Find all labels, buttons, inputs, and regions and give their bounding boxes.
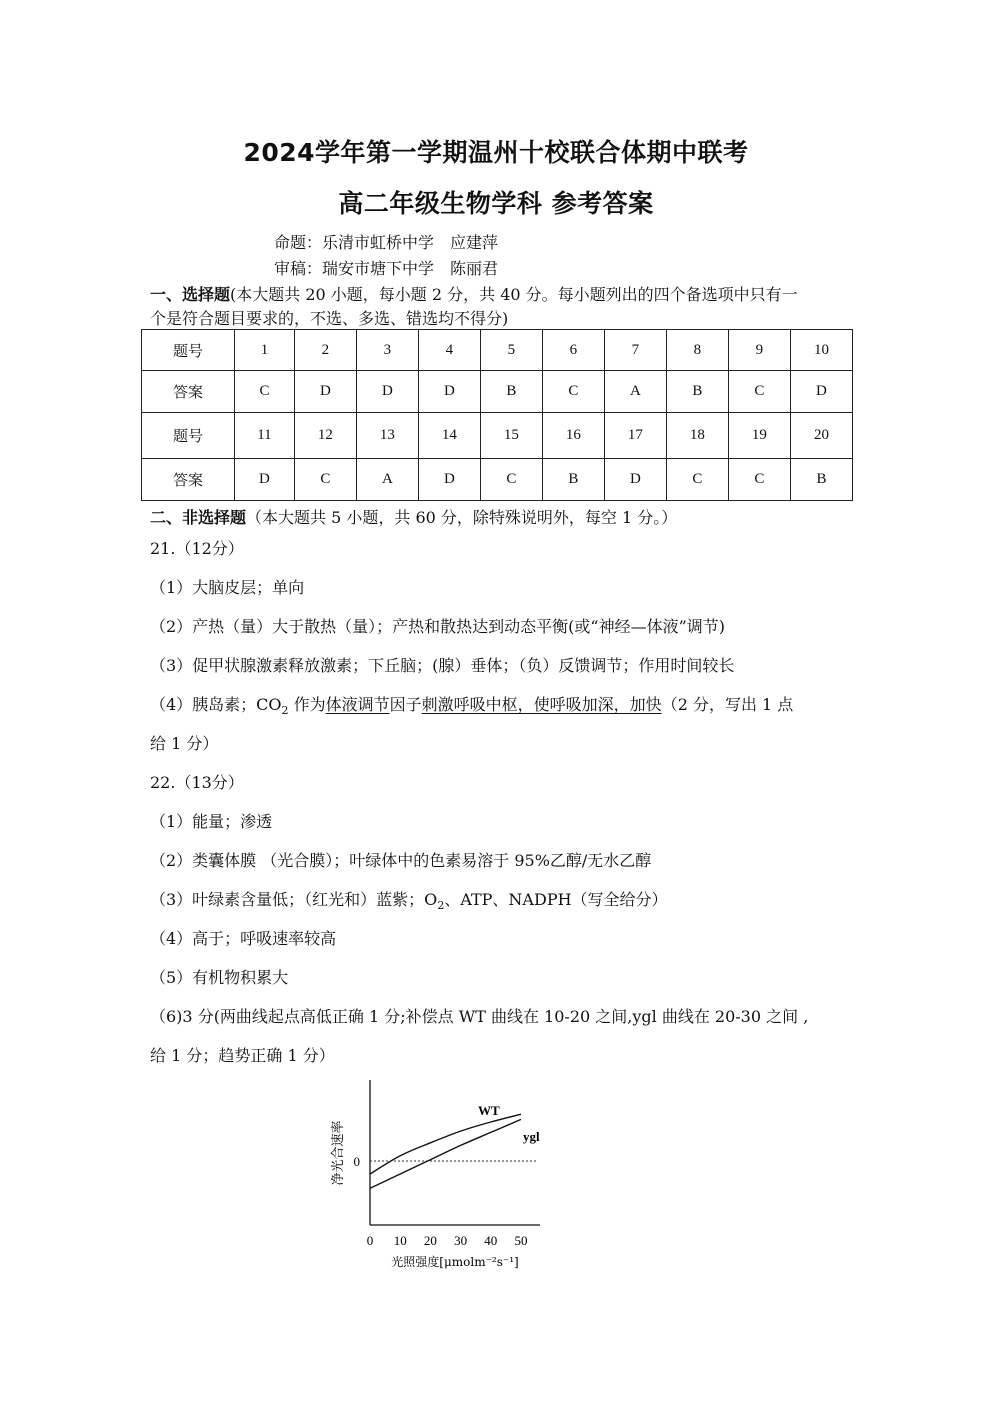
table-row xyxy=(142,371,853,413)
y-tick-label: 0 xyxy=(353,1154,360,1169)
q21-answer-4 xyxy=(150,692,793,717)
x-axis-label: 光照强度[μmolm⁻²s⁻¹] xyxy=(391,1255,519,1269)
row-label-answer: 答案 xyxy=(142,459,235,501)
answer-cell: A xyxy=(604,371,666,413)
answer-cell: C xyxy=(728,459,790,501)
q21-l4-underline-1: 体液调节 xyxy=(325,695,390,714)
q21-l4-part-d: （2 分，写出 1 点 xyxy=(661,695,794,714)
q21-head: 21.（12分） xyxy=(150,539,244,558)
section1-desc-1: (本大题共 20 小题，每小题 2 分，共 40 分。每小题列出的四个备选项中只有一 xyxy=(230,285,798,304)
x-tick-label: 10 xyxy=(393,1233,407,1248)
question-number: 12 xyxy=(294,413,356,459)
x-tick-label: 30 xyxy=(454,1233,468,1248)
section2-heading xyxy=(150,505,677,528)
table-row xyxy=(142,413,853,459)
table-row xyxy=(142,459,853,501)
question-number: 11 xyxy=(235,413,295,459)
q22-answer-2: （2）类囊体膜 （光合膜）；叶绿体中的色素易溶于 95%乙醇/无水乙醇 xyxy=(150,851,652,870)
q21-l4-part-b: 作为 xyxy=(288,695,326,714)
q21-l4-underline-2: 刺激呼吸中枢，使呼吸加深，加快 xyxy=(421,695,662,714)
q22-l3-sub: 2 xyxy=(437,899,445,913)
table-row xyxy=(142,330,853,371)
q22-answer-1: （1）能量；渗透 xyxy=(150,812,273,831)
answer-cell: C xyxy=(294,459,356,501)
q21-answer-4-cont: 给 1 分） xyxy=(150,734,219,753)
x-tick-label: 20 xyxy=(423,1233,437,1248)
q22-answer-3 xyxy=(150,887,668,912)
y-axis-label: 净光合速率 xyxy=(331,1120,346,1186)
question-number: 2 xyxy=(294,330,356,371)
question-number: 17 xyxy=(604,413,666,459)
q22-answer-4: （4）高于；呼吸速率较高 xyxy=(150,929,337,948)
legend-ygl: ygl xyxy=(523,1129,540,1144)
light-response-chart xyxy=(320,1075,580,1275)
answer-cell: B xyxy=(666,371,728,413)
answer-cell: D xyxy=(356,371,418,413)
x-tick-label: 0 xyxy=(366,1233,374,1248)
q21-answer-3: （3）促甲状腺激素释放激素；下丘脑；(腺）垂体；（负）反馈调节；作用时间较长 xyxy=(150,656,735,675)
section2-label: 二、非选择题 xyxy=(150,508,247,527)
question-number: 20 xyxy=(790,413,852,459)
row-label-question: 题号 xyxy=(142,413,235,459)
series-line-ygl xyxy=(370,1119,521,1188)
section2-desc: （本大题共 5 小题，共 60 分，除特殊说明外，每空 1 分。） xyxy=(246,508,678,527)
answer-table xyxy=(141,329,853,501)
q21-l4-sub: 2 xyxy=(281,704,289,718)
answer-cell: D xyxy=(294,371,356,413)
x-tick-label: 50 xyxy=(514,1233,528,1248)
question-number: 18 xyxy=(666,413,728,459)
answer-cell: D xyxy=(418,371,480,413)
answer-cell: B xyxy=(480,371,542,413)
x-tick-label: 40 xyxy=(484,1233,498,1248)
answer-cell: C xyxy=(480,459,542,501)
section1-label: 一、选择题 xyxy=(150,285,231,304)
row-label-answer: 答案 xyxy=(142,371,235,413)
question-number: 15 xyxy=(480,413,542,459)
question-number: 9 xyxy=(728,330,790,371)
doc-subtitle: 高二年级生物学科 参考答案 xyxy=(338,189,654,218)
question-number: 4 xyxy=(418,330,480,371)
q21-answer-2: （2）产热（量）大于散热（量）；产热和散热达到动态平衡(或“神经—体液”调节) xyxy=(150,617,726,636)
question-number: 16 xyxy=(542,413,604,459)
question-number: 3 xyxy=(356,330,418,371)
answer-cell: C xyxy=(235,371,295,413)
q21-answer-1: （1）大脑皮层；单向 xyxy=(150,578,305,597)
q22-l3-part-a: （3）叶绿素含量低；（红光和）蓝紫；O xyxy=(150,890,438,909)
question-number: 5 xyxy=(480,330,542,371)
answer-cell: D xyxy=(235,459,295,501)
question-number: 7 xyxy=(604,330,666,371)
q21-l4-part-a: （4）胰岛素；CO xyxy=(150,695,282,714)
question-number: 10 xyxy=(790,330,852,371)
section1-desc-2: 个是符合题目要求的，不选、多选、错选均不得分) xyxy=(150,309,509,328)
answer-cell: A xyxy=(356,459,418,501)
question-number: 1 xyxy=(235,330,295,371)
answer-cell: D xyxy=(604,459,666,501)
answer-cell: C xyxy=(666,459,728,501)
q22-answer-6-cont: 给 1 分；趋势正确 1 分） xyxy=(150,1046,335,1065)
question-number: 8 xyxy=(666,330,728,371)
q22-answer-5: （5）有机物积累大 xyxy=(150,968,289,987)
answer-cell: D xyxy=(418,459,480,501)
doc-title: 2024学年第一学期温州十校联合体期中联考 xyxy=(243,138,749,167)
reviewer-line: 审稿：瑞安市塘下中学 陈丽君 xyxy=(274,259,499,278)
row-label-question: 题号 xyxy=(142,330,235,371)
question-number: 14 xyxy=(418,413,480,459)
author-line: 命题：乐清市虹桥中学 应建萍 xyxy=(274,233,499,252)
answer-cell: C xyxy=(542,371,604,413)
q22-l3-part-b: 、ATP、NADPH（写全给分） xyxy=(444,890,668,909)
q22-answer-6: （6)3 分(两曲线起点高低正确 1 分;补偿点 WT 曲线在 10-20 之间,ygl 曲线在 20-30 之间 , xyxy=(150,1007,809,1026)
answer-cell: C xyxy=(728,371,790,413)
q22-head: 22.（13分） xyxy=(150,773,244,792)
question-number: 6 xyxy=(542,330,604,371)
x-tick-labels xyxy=(367,1233,528,1248)
answer-cell: B xyxy=(542,459,604,501)
legend-wt: WT xyxy=(478,1103,500,1118)
answer-cell: B xyxy=(790,459,852,501)
question-number: 19 xyxy=(728,413,790,459)
question-number: 13 xyxy=(356,413,418,459)
answer-cell: D xyxy=(790,371,852,413)
section1-heading xyxy=(150,282,798,305)
q21-l4-part-c: 因子 xyxy=(389,695,422,714)
series-line-wt xyxy=(370,1114,521,1174)
